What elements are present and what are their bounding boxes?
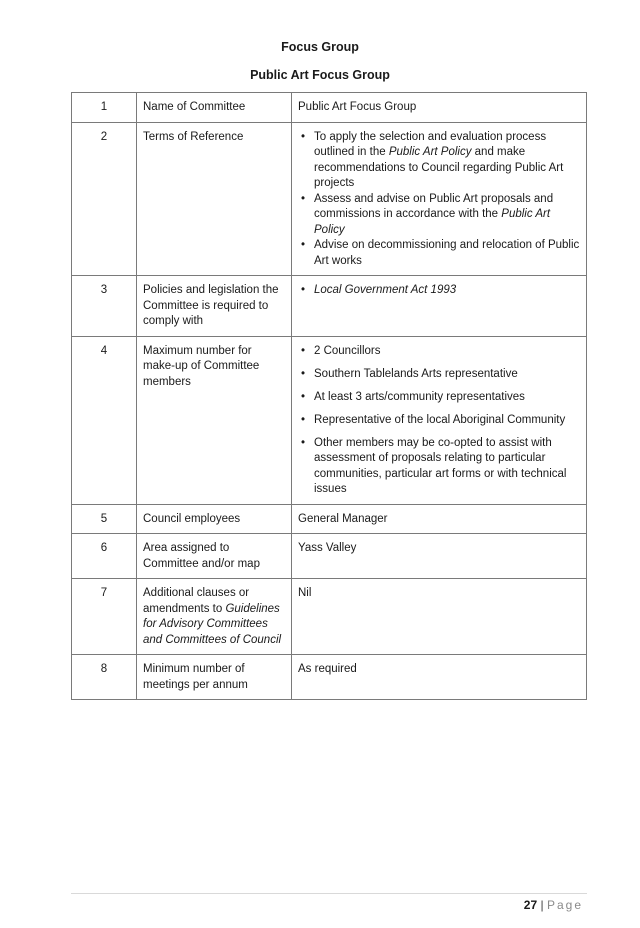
- bullet-list: [298, 130, 580, 270]
- row-number: 7: [72, 579, 137, 655]
- list-item-emphasis: Public Art Policy: [314, 208, 551, 236]
- row-number: 4: [72, 336, 137, 504]
- bullet-list: [298, 344, 580, 498]
- table-row: [72, 276, 587, 337]
- page-separator: |: [540, 898, 544, 912]
- table-row: [72, 93, 587, 123]
- list-item: [314, 283, 580, 299]
- document-subtitle: Public Art Focus Group: [250, 68, 390, 82]
- row-number: 6: [72, 534, 137, 579]
- footer-divider: [71, 893, 587, 894]
- list-item-text: Assess and advise on Public Art proposals and commissions in accordance with the: [314, 192, 554, 220]
- list-item: • Southern Tablelands Arts representative: [314, 367, 580, 383]
- row-number: 1: [72, 93, 137, 123]
- row-label: Terms of Reference: [137, 122, 292, 276]
- list-item-text: To apply the selection and evaluation process outlined in the: [314, 130, 547, 158]
- row-value: [292, 336, 587, 504]
- row-value: Yass Valley: [292, 534, 587, 579]
- list-item: • At least 3 arts/community representatives: [314, 390, 580, 406]
- row-label: Council employees: [137, 504, 292, 534]
- row-label-emphasis: Guidelines for Advisory Committees and Committees of Council: [143, 602, 282, 646]
- row-value: As required: [292, 655, 587, 700]
- page-word: Page: [546, 898, 583, 912]
- list-item: [314, 130, 580, 192]
- table-row: [72, 534, 587, 579]
- row-number: 3: [72, 276, 137, 337]
- list-item: [314, 192, 580, 239]
- row-number: 5: [72, 504, 137, 534]
- row-number: 2: [72, 122, 137, 276]
- row-value: Nil: [292, 579, 587, 655]
- committee-table: [71, 92, 587, 700]
- table-row: [72, 122, 587, 276]
- row-label: Maximum number for make-up of Committee members: [137, 336, 292, 504]
- list-item-text: Advise on decommissioning and relocation of Public Art works: [314, 239, 580, 267]
- row-label: Name of Committee: [137, 93, 292, 123]
- row-label-text: Additional clauses or amendments to: [143, 587, 250, 615]
- list-item-text: and make recommendations to Council regarding Public Art projects: [314, 146, 564, 189]
- row-value: [292, 122, 587, 276]
- page-number: 27: [523, 898, 538, 912]
- page-footer: [524, 898, 583, 912]
- list-item: • Representative of the local Aboriginal Community: [314, 413, 580, 429]
- row-value: Public Art Focus Group: [292, 93, 587, 123]
- row-label: [137, 579, 292, 655]
- list-item-emphasis: Public Art Policy: [388, 146, 472, 158]
- row-label: Policies and legislation the Committee is required to comply with: [137, 276, 292, 337]
- row-value: [292, 276, 587, 337]
- row-label: Minimum number of meetings per annum: [137, 655, 292, 700]
- table-row: [72, 655, 587, 700]
- row-number: 8: [72, 655, 137, 700]
- row-value: General Manager: [292, 504, 587, 534]
- row-label: Area assigned to Committee and/or map: [137, 534, 292, 579]
- list-item: • Other members may be co-opted to assist with assessment of proposals relating to particular communities, particular art forms or with technical issues: [314, 436, 580, 498]
- list-item-emphasis: Local Government Act 1993: [314, 284, 457, 296]
- list-item: • 2 Councillors: [314, 344, 580, 360]
- list-item: [314, 238, 580, 269]
- bullet-list: [298, 283, 580, 299]
- table-row: [72, 336, 587, 504]
- table-row: [72, 504, 587, 534]
- page-title: Focus Group: [281, 40, 359, 54]
- table-row: [72, 579, 587, 655]
